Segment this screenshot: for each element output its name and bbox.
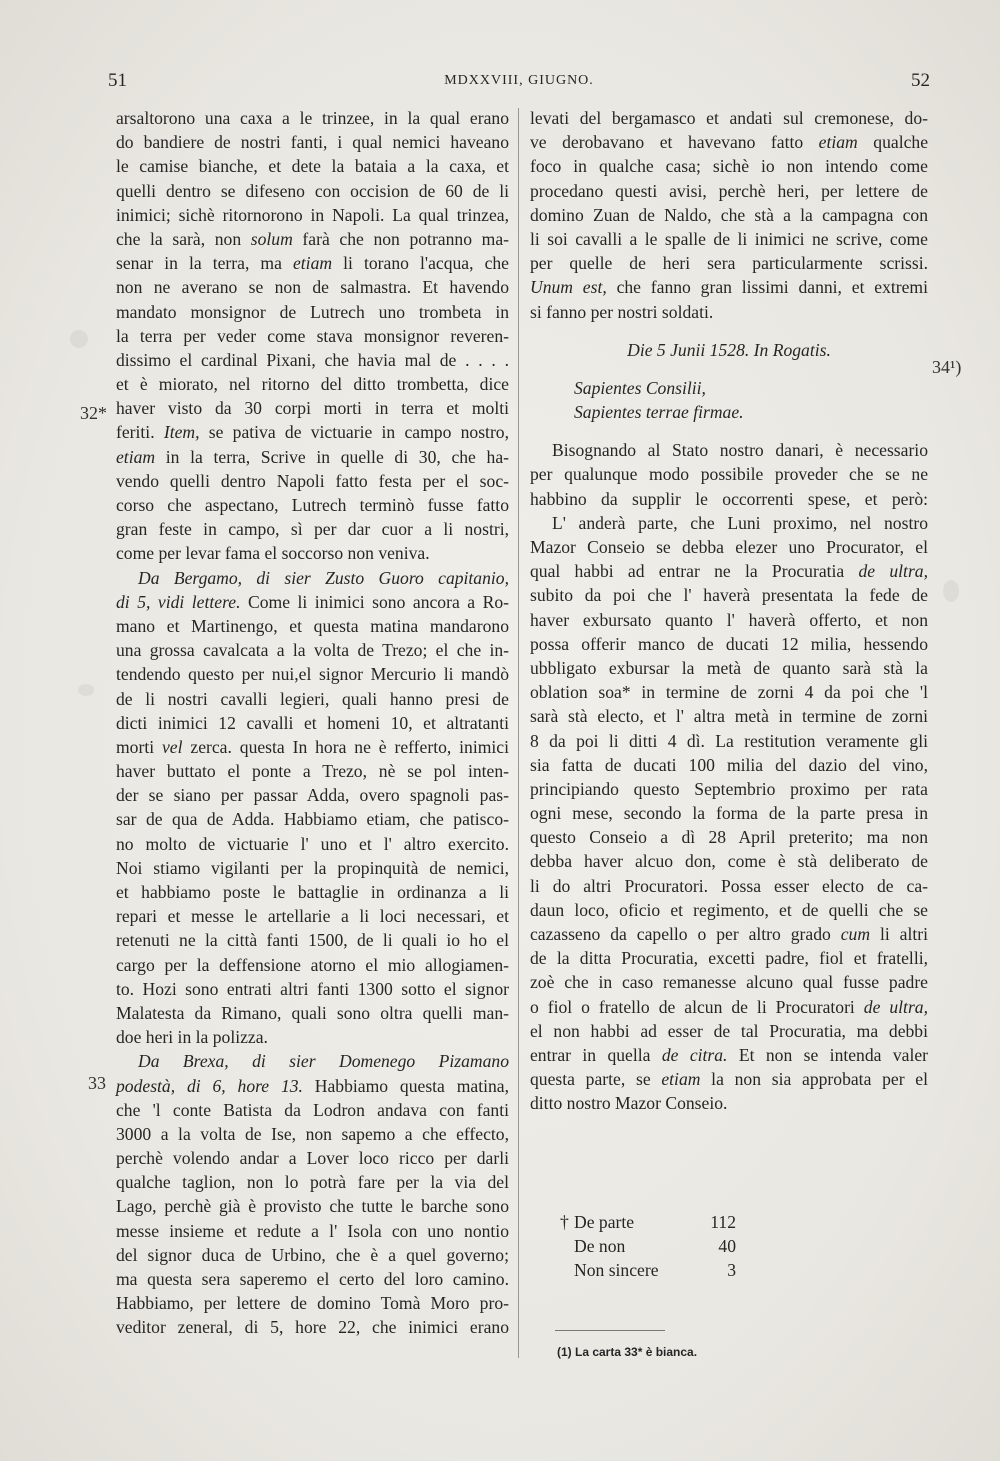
text-line: non ne averano se non de salmastra. Et havendo <box>116 277 509 298</box>
vote-row <box>560 1210 736 1234</box>
text-run: in la terra, Scrive in quelle di 30, che ha- <box>155 446 509 467</box>
page-number-left: 51 <box>108 70 127 91</box>
text-line: retenuti ne la città fanti 1500, de li quali io ho el <box>116 930 509 951</box>
text-line <box>116 420 509 444</box>
text-line: si fanno per nostri soldati. <box>530 301 714 322</box>
text-line: procedano questi avisi, perchè heri, per lettere de <box>530 180 928 201</box>
text-line: principiando questo Septembrio proximo per rata <box>530 778 928 799</box>
text-run: ve derobavano et havevano fatto <box>530 132 819 153</box>
session-heading: Die 5 Junii 1528. In Rogatis. <box>627 339 831 360</box>
vote-label: Non sincere <box>574 1260 659 1280</box>
text-line: oblation soa* in termine de zorni 4 da poi che 'l <box>530 682 928 703</box>
text-line: arsaltorono una caxa a le trinzee, in la qual erano <box>116 108 509 128</box>
text-line: 8 da poi li ditti 4 dì. La restitution veramente gli <box>530 730 928 751</box>
text-line: ditto nostro Mazor Conseio. <box>530 1093 728 1114</box>
vote-value: 3 <box>727 1260 736 1280</box>
text-line: Lago, perchè già è provisto che tutte le barche sono <box>116 1196 509 1217</box>
right-column <box>530 106 928 1116</box>
italic-run: cum <box>840 924 871 944</box>
italic-run: Unum est, <box>530 277 607 298</box>
text-line <box>116 735 509 759</box>
text-run: che fanno gran lissimi danni, et extremi <box>606 277 928 298</box>
text-line: quelli dentro se difeseno con occision de 60 de li <box>116 180 509 201</box>
proposer-line: Sapientes Consilii, <box>574 377 706 398</box>
text-line: no molto de victuarie l' uno et l' altro exercito. <box>116 833 509 854</box>
text-line: veditor zeneral, di 5, hore 22, che inimici erano <box>116 1317 509 1338</box>
text-run: li altri <box>870 924 928 944</box>
text-line: et habbiamo poste le battaglie in ordinanza a li <box>116 882 509 902</box>
vote-label: De parte <box>574 1212 635 1232</box>
text-line: haver buttato el ponte a Trezo, nè se pol inten- <box>116 761 509 782</box>
text-line: le camise bianche, et dete la bataia a la caxa, et <box>116 156 509 177</box>
vote-row <box>560 1234 736 1258</box>
text-line: et è miorato, nel ritorno del ditto trombetta, dice <box>116 374 509 395</box>
italic-run: solum <box>250 228 293 249</box>
letter-heading: Da Brexa, di sier Domenego Pizamano <box>138 1051 509 1072</box>
text-line: der se siano per passar Adda, overo spagnoli pas- <box>116 785 509 806</box>
margin-folio-34: 34¹) <box>932 357 962 377</box>
vote-row <box>560 1258 736 1282</box>
text-line: sarà stà electo, et l' altra metà in termine de zorni <box>530 706 928 727</box>
italic-run: de ultra, <box>863 996 928 1017</box>
italic-run: de ultra, <box>858 561 928 582</box>
text-line: do bandiere de nostri fanti, i qual nemici haveano <box>116 132 509 153</box>
text-line: Malatesta da Rimano, quali sono oltra quelli man- <box>116 1002 509 1023</box>
spacer <box>530 324 928 338</box>
italic-run: podestà, di 6, hore 13. <box>116 1075 303 1096</box>
text-line: del signor duca de Urbino, che è a quel governo; <box>116 1244 509 1265</box>
text-line: sia fatta de ducati 100 milia del dazio del vino, <box>530 754 928 775</box>
text-line <box>116 590 509 614</box>
text-line: foco in qualche casa; sichè io non intendo come <box>530 156 928 177</box>
proposer-line: Sapientes terrae firmae. <box>574 402 744 423</box>
text-line: doe heri in la polizza. <box>116 1027 268 1048</box>
italic-run: de citra. <box>661 1044 728 1065</box>
italic-run: vel <box>162 736 183 757</box>
text-line: vendo quelli dentro Napoli fatto festa per el soc- <box>116 470 509 491</box>
text-run: li torano l'acqua, che <box>332 253 509 274</box>
text-line: domino Zuan de Naldo, che stà a la campagna con <box>530 204 928 225</box>
text-run: se pativa de victuarie in campo nostro, <box>199 422 509 443</box>
text-run: Come li inimici sono ancora a Ro- <box>240 591 509 612</box>
italic-run: etiam <box>292 253 333 274</box>
text-line: inimici; sichè ritornorono in Napoli. La qual trinzea, <box>116 204 509 225</box>
italic-run: etiam <box>116 446 156 467</box>
text-run: morti <box>116 736 162 757</box>
text-run: qual habbi ad entrar ne la Procuratia <box>530 561 859 582</box>
text-line: levati del bergamasco et andati sul cremonese, do- <box>530 108 928 128</box>
text-line: subito da poi che l' haverà presentata la fede de <box>530 585 928 606</box>
text-line: per qualunque modo possibile proveder che se ne <box>530 464 928 485</box>
text-line: ma questa sera saperemo el certo del loro camino. <box>116 1269 509 1289</box>
text-line: zoè che in caso remanesse alcuno qual fusse padre <box>530 972 928 993</box>
text-line: corso che aspectano, Lutrech terminò fusse fatto <box>116 495 509 515</box>
text-line <box>116 445 509 469</box>
vote-label: De non <box>574 1236 626 1256</box>
text-line: dissimo el cardinal Pixani, che havia mal de . . . . <box>116 349 509 370</box>
text-line: haver exbursato quanto l' haverà offerto, et non <box>530 609 928 630</box>
text-line: una grossa cavalcata a la volta de Trezo; el che in- <box>116 640 509 661</box>
text-run: la non sia approbata per el <box>700 1069 928 1090</box>
text-run: qualche <box>857 132 928 153</box>
text-line <box>530 995 928 1019</box>
letter-heading: Da Bergamo, di sier Zusto Guoro capitanio, <box>138 567 509 588</box>
text-line: habbino da supplir le occorrenti spese, et però: <box>530 488 928 509</box>
left-column <box>116 106 509 1340</box>
text-line: el non habbi ad esser de tal Procuratia, ma debbi <box>530 1020 928 1041</box>
text-line: 3000 a la volta de Ise, non sapemo a che effecto, <box>116 1123 509 1144</box>
page-number-right: 52 <box>911 70 930 91</box>
column-divider <box>518 108 519 1358</box>
text-run: Et non se intenda valer <box>727 1044 929 1065</box>
text-line: debba haver alcuo don, come è stà deliberato de <box>530 851 928 872</box>
dagger-icon: † <box>560 1212 569 1232</box>
footnote-rule <box>555 1330 665 1331</box>
text-line: la terra per veder come stava monsignor reveren- <box>116 325 509 346</box>
text-line: mano et Martinengo, et questa matina mandarono <box>116 615 509 636</box>
text-line: che 'l conte Batista da Lodron andava con fanti <box>116 1099 509 1120</box>
text-line: tendendo questo per nui,el signor Mercurio li mandò <box>116 664 509 685</box>
text-run: Habbiamo questa matina, <box>302 1075 509 1096</box>
text-line: mandato monsignor de Lutrech uno trombeta in <box>116 301 509 322</box>
text-run: cazasseno da capello o per altro grado <box>530 924 841 944</box>
text-run: questa parte, se <box>530 1069 662 1090</box>
spacer <box>530 362 928 376</box>
text-line: ogni mese, secondo la forma de la parte presa in <box>530 803 928 824</box>
text-run: o fiol o fratello de alcun de li Procuratori <box>530 996 864 1017</box>
text-run: zerca. questa In hora ne è refferto, inimici <box>182 736 509 757</box>
text-run: feriti. <box>116 422 164 443</box>
text-line: to. Hozi sono entrati altri fanti 1300 sotto el signor <box>116 978 509 999</box>
text-line: gran feste in campo, sì per dar cuor a li nostri, <box>116 519 509 540</box>
text-line: come per levar fama el soccorso non veniva. <box>116 543 430 564</box>
text-line: L' anderà parte, che Luni proximo, nel nostro <box>552 512 928 533</box>
text-line: de la ditta Procuratia, excetti padre, fiol et fratelli, <box>530 948 928 969</box>
text-line: per quelle de heri sera particularmente scrissi. <box>530 253 928 274</box>
text-line <box>530 922 928 946</box>
text-run: entrar in quella <box>530 1044 662 1065</box>
text-run: senar in la terra, ma <box>116 253 293 274</box>
text-line: de li nostri cavalli legieri, quali hanno presi de <box>116 688 509 709</box>
text-line <box>116 251 509 275</box>
ink-blot <box>78 684 94 696</box>
text-line: possa offerir manco de ducati 12 milia, hessendo <box>530 633 928 654</box>
text-run: che la sarà, non <box>116 228 251 249</box>
text-line: Bisognando al Stato nostro danari, è necessario <box>552 440 928 461</box>
text-line: haver visto da 30 corpi morti in terra et molti <box>116 398 509 419</box>
text-line: questo Conseio a dì 28 April preterito; ma non <box>530 827 928 848</box>
text-line: perchè volendo andar a Lover loco ricco per darli <box>116 1148 509 1169</box>
text-line <box>530 275 928 299</box>
text-line <box>530 1043 928 1067</box>
italic-run: di 5, vidi lettere. <box>116 591 241 612</box>
text-line: li do altri Procuratori. Possa esser electo de ca- <box>530 875 928 896</box>
text-line: cargo per la deffensione atorno el mio allogiamen- <box>116 954 509 975</box>
text-line: Mazor Conseio se debba elezer uno Procurator, el <box>530 537 928 557</box>
text-line: repari et messe le artellarie a li loci necessari, et <box>116 906 509 927</box>
margin-folio-33: 33 <box>88 1073 106 1093</box>
text-line <box>530 1067 928 1091</box>
footnote: (1) La carta 33* è bianca. <box>557 1345 698 1359</box>
text-line: Habbiamo, per lettere de domino Tomà Moro pro- <box>116 1293 509 1314</box>
running-header <box>108 70 930 94</box>
ink-blot <box>943 580 959 602</box>
italic-run: Item, <box>163 422 200 443</box>
text-line <box>116 227 509 251</box>
italic-run: etiam <box>818 132 858 153</box>
text-line <box>116 1074 509 1098</box>
spacer <box>530 424 928 438</box>
italic-run: etiam <box>661 1069 701 1090</box>
text-line: daun loco, oficio et regimento, et de quelli che se <box>530 899 928 920</box>
text-line <box>530 130 928 154</box>
text-line: sar de qua de Adda. Habbiamo etiam, che patisco- <box>116 809 509 830</box>
text-line: messe insieme et redute a l' Isola con uno nontio <box>116 1220 509 1241</box>
margin-folio-32: 32* <box>80 403 107 423</box>
text-run: farà che non potranno ma- <box>292 228 509 249</box>
vote-value: 112 <box>710 1212 736 1232</box>
running-title: MDXXVIII, GIUGNO. <box>444 73 594 88</box>
text-line: li soi cavalli a le spalle de li inimici ne scrive, come <box>530 228 928 249</box>
ink-blot <box>70 330 88 348</box>
text-line <box>530 559 928 583</box>
text-line: ubbligato exbursar la metà de quanto sarà stà la <box>530 657 928 678</box>
text-line: qualche taglion, non lo potrà fare per la via del <box>116 1172 509 1193</box>
text-line: dicti inimici 12 cavalli et homeni 10, et altratanti <box>116 712 509 733</box>
vote-tally <box>560 1210 736 1282</box>
text-line: Noi stiamo vigilanti per la propinquità de nemici, <box>116 857 509 878</box>
vote-value: 40 <box>718 1236 736 1256</box>
